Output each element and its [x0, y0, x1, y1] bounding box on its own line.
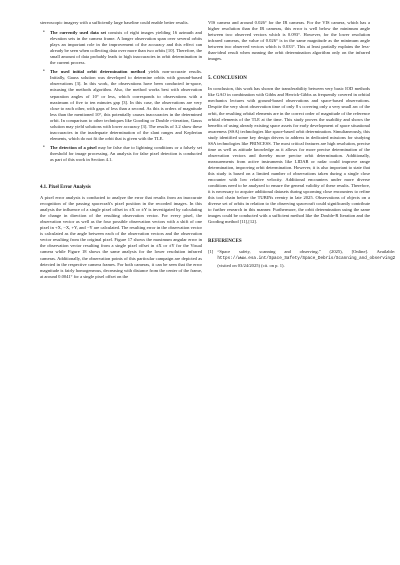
list-item — [50, 69, 202, 142]
limitations-list — [40, 30, 202, 163]
bullet-lead: The currently used data set — [50, 30, 106, 36]
reference-tail: (visited on 03/24/2025) (cit. on p. 1). — [217, 262, 285, 268]
continuation-paragraph: VIS camera and around 0.026° for the IR cameras. For the VIS camera, which has a higher resolution than the IR cameras, this error is well below the minimum angle between two observed vectors which is 0.093°. However, for the lower resolution infrared cameras, the value of 0.026° is in the same magnitude as the minimum angle between two observed vectors which is 0.033°. This at least partially explains the less-than-ideal result when running the orbit determination algorithm only on the infrared images. — [208, 20, 370, 62]
left-column — [40, 20, 202, 280]
reference-text: “Space safety, scanning and observing.” (2025), [Online]. Available: — [217, 249, 396, 255]
bullet-text: yields non-accurate results. Initially, Gauss solution was developed to determine orbits with ground-based observations [3]. In this work, the observations have been conducted in-space, misusing the methods algorithm. Also, the method works best with observation separation angles of 10° or less, which corresponds to observations with a maximum of five to ten minutes gap [3]. In this case, the observations are very close to each other, with gaps of less than a second. As this is orders of magnitude less than the mentioned 10°, this potentially causes inaccuracies in the determined orbit. In comparison to other techniques like Gooding or Double r-iteration, Gauss solution may yield solutions with lower accuracy [3]. The results of 3.2 show these inaccuracies in the inadequate determination of the slant ranges and Keplerian elements, which do not fit the orbit that is given with the TLE. — [50, 69, 203, 141]
list-item — [50, 30, 202, 66]
intro-fragment: stereoscopic imagery with a sufficiently large baseline could enable better results. — [40, 20, 189, 25]
section-heading-references: REFERENCES — [208, 239, 242, 245]
list-item — [50, 145, 202, 163]
pixel-error-paragraph: A pixel error analysis is conducted to analyze the error that results from an inaccurate recognition of the passing spacecraft's pixel position in the recorded images. In this analysis the influence of a single pixel offset in ±X or ±Y is investigated by calculating the change in direction of the resulting observation vector. For every pixel, the observation vector as well as the four possible observation vectors with a shift of one pixel in +X, −X, +Y, and −Y are calculated. The resulting error in the observation vector is calculated as the angle between each of the observation vectors and the observation vector resulting from the original pixel. Figure 17 shows the maximum angular error in the observation vector resulting from a single pixel offset in ±X or ±Y for the Visual camera while Figure 18 shows the same analysis for the lower resolution infrared cameras. Additionally, the observation points of this particular campaign are depicted as detected in the respective camera frames. For both cameras, it can be seen that the error magnitude is fairly homogeneous, decreasing with distance from the center of the frame, at around 0.0041° for a single pixel offset on the — [40, 195, 202, 279]
bullet-lead: The detection of a pixel — [50, 144, 97, 150]
conclusion-paragraph: In conclusion, this work has shown the transferability between very basic IOD methods like GAO in combination with Gibbs and Herrick-Gibbs as frequently covered in orbital mechanics lectures with ground-based observations and space-based observations. Despite the very short observation time of only 8 s covering only a very small arc of the orbit, the resulting orbital elements are in the correct order of magnitude of the reference orbital elements of the TLE at the time. This study proves the usability and shows the benefits of using already existing space assets for early development of space situational awareness (SSA) technologies like space-based orbit determination. Simultaneously, this study identified some key design drivers to address in dedicated missions for studying SSA technologies like PRINCESS. The most critical features are high resolution, precise time as well as attitude knowledge as it allows for more precise determination of the observation vectors and thereby more precise orbit determination. Additionally, measurements from active instruments like LIDAR or radar could improve range determination, improving orbit determination. However, it is also important to state that this study is based on a limited number of observations taken during a single close encounter with low relative velocity. Additional encounters under more diverse conditions need to be analyzed to ensure the general validity of these results. Therefore, it is necessary to acquire additional datasets during upcoming close encounters to refine this tool chain before the TUBINs reentry in late 2025. Observations of objects on a diverse set of orbits in relation to the observing spacecraft could significantly contribute to further research in this manner. Furthermore, the orbit determination using the same images could be conducted with a sufficient method like the Double-R Iteration and the Gooding method [11],[12]. — [208, 86, 370, 225]
bullet-text: consists of eight images yielding 16 azimuth and elevation sets in the camera frame. A longer observation span over several orbits plays an important role in the improvement of the accuracy and this effect can already be seen when collecting data over more than two orbits [10]. Therefore, the small amount of data probably leads to high inaccuracies in orbit determination in the current process. — [50, 30, 202, 66]
reference-item — [208, 249, 396, 268]
reference-number: [1] — [208, 249, 214, 255]
reference-body — [217, 249, 395, 268]
section-heading-pixel-error: 4.1. Pixel Error Analysis — [40, 185, 91, 191]
right-column — [208, 20, 396, 269]
bullet-text: may be false due to lightning conditions or a falsely set threshold for image processing. An analysis for false pixel detection is conducted as part of this work in Section 4.1. — [50, 144, 202, 162]
section-heading-conclusion: 5. CONCLUSION — [208, 76, 247, 82]
bullet-lead: The used initial orbit determination method — [50, 69, 146, 75]
references-list — [208, 249, 396, 268]
reference-link[interactable]: https://www.esa.int/Space_Safety/Space_Debris/Scanning_and_observing2 — [217, 256, 396, 262]
